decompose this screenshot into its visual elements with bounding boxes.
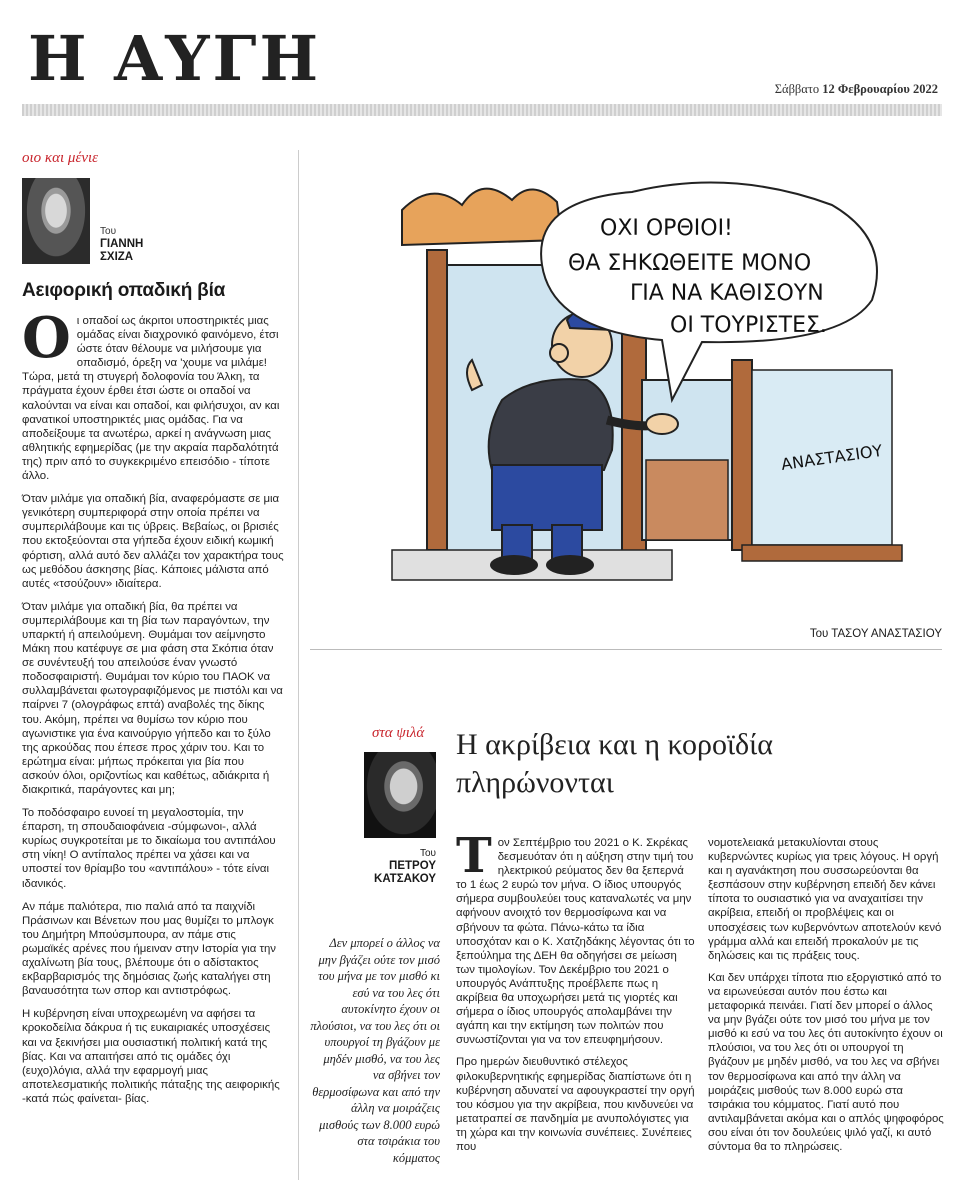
paragraph: Όταν μιλάμε για οπαδική βία, θα πρέπει να συμπεριλάβουμε και τη βία των παραγόντων, την υπαρκτή ή απειλούμενη. Θυμάμαι τον αείμνηστο Μάκη που κατέφυγε σε μια φάση στα Σκόπια όταν σε συνέντευξή του απειλούσε έναν γνωστό ποδοσφαιριστή. Θυμάμαι τον κύριο του ΠΑΟΚ να συλλαμβάνεται φωτογραφιζόμενος με πιστόλι και να παίρνει 7 (ολογράφως επτά) αναβολές της δίκης του. Ακόμη, πρέπει να θυμίσω τον κύριο που αγωνιστικε για ένα καινούργιο γήπεδο και το ξύλο της αρκούδας που έπεσε προς χάριν του. Και το ερώτημα είναι: μήπως πρόκειται για βία που ασκούν όλοι, οριζοντίως και καθέτως, αδιάκριτα ή διακριτικά, παράγοντες και μη; — [22, 600, 283, 796]
speech-line: ΟΙ ΤΟΥΡΙΣΤΕΣ. — [670, 313, 827, 338]
paragraph: Αν πάμε παλιότερα, πιο παλιά από τα παιχνίδι Πράσινων και Βένετων που μας θυμίζει το μπλογκ του Δημήτρη Μπούσμπουρα, αν πάμε στις ρωμαϊκές αρένες που ήμειναν στην Ιστορία για την αχαλίνωτη βία τους, βλέπουμε ότι ο αδίστακτος εκβαρβαρισμός της δημόσιας ζωής καταλήγει στη βαναυσότητα των σπορ και αντιστρόφως. — [22, 900, 276, 998]
cartoon-credit: Του ΤΑΣΟΥ ΑΝΑΣΤΑΣΙΟΥ — [809, 628, 942, 640]
paragraph: Το ποδόσφαιρο ευνοεί τη μεγαλοστομία, την έπαρση, τη σπουδαιοφάνεια -σύμφωνοι-, αλλά κυρίως συγκροτείται με το δικαίωμα του αντιπάλου στη νίκη! Ο αντίπαλος πρέπει να χάσει και να υποστεί τον θρίαμβο του «αντιπάλου» - τότε είναι ιδανικός. — [22, 807, 276, 890]
paragraph: Προ ημερών διευθυντικό στέλεχος φιλοκυβερνητικής εφημερίδας διαπίστωνε ότι η κυβέρνηση αδυνατεί να αφουγκραστεί την οργή του κόσμου για την ακρίβεια, που κινδυνεύει να μετατραπεί σε πανδημία με ανυπολόγιστες για τη χώρα και την κοινωνία συνέπειες. Συνέπειες που — [456, 1056, 695, 1153]
cartoon — [372, 170, 908, 590]
paragraph: Όταν μιλάμε για οπαδική βία, αναφερόμαστε σε μια γενικότερη συμπεριφορά στην οποία πρέπει να συμπεριλάβουμε και τις ύβρεις. Βεβαίως, οι βρισιές που εκτοξεύονται στα γήπεδα έχουν ειδική κωμική φόρτιση, αλλά αυτό δεν αλλάζει τον χαρακτήρα τους ως μεθόδου άσκησης βίας. Κάποιες μάλιστα από αυτές «τσούζουν» ιδιαίτερα. — [22, 493, 284, 590]
author-prefix: Του — [100, 226, 117, 237]
article-headline: Αειφορική οπαδική βία — [22, 280, 226, 301]
author-photo — [364, 752, 436, 838]
author-prefix: Του — [419, 848, 436, 859]
section-divider — [310, 649, 942, 650]
speech-line: ΓΙΑ ΝΑ ΚΑΘΙΣΟΥΝ — [630, 281, 824, 306]
author-box — [22, 150, 284, 268]
section-tag: στα ψιλά — [372, 725, 425, 741]
article-column — [708, 836, 944, 1162]
dropcap: Ο — [22, 305, 71, 371]
article-headline: Η ακρίβεια και η κοροϊδία πληρώνονται — [456, 728, 773, 799]
author-name: ΓΙΑΝΝΗ ΣΧΙΖΑ — [100, 238, 144, 263]
paragraph: νομοτελειακά μετακυλίονται στους κυβερνώντες κυρίως για τρεις λόγους. Η οργή και η αγανάκτηση που συσσωρεύονται θα ξεσπάσουν στην κυβέρνηση επειδή δεν κάνει τίποτα το ουσιαστικό για να αναχαιτίσει την ακρίβεια, επειδή οι προβλέψεις και οι υποσχέσεις των κυβερνόντων αποτελούν κενό γράμμα αλλά και επειδή προκαλούν με τις δηλώσεις και τις πράξεις τους. — [708, 837, 942, 962]
speech-line: ΘΑ ΣΗΚΩΘΕΙΤΕ ΜΟΝΟ — [568, 251, 812, 276]
paragraph: Η κυβέρνηση είναι υποχρεωμένη να αφήσει τα κροκοδείλια δάκρυα ή τις ευκαιριακές υποσχέσεις και να ξεκινήσει μια ουσιαστική πολιτική κατά της βίας. Και να απαιτήσει από τις ομάδες όχι (ευχο)λόγια, αλλά την εφαρμογή μιας αποτελεσματικής πολιτικής πάταξης της αειφορικής -κατά πώς φαίνεται- βίας. — [22, 1008, 280, 1105]
dateline — [775, 82, 938, 97]
article-column — [456, 828, 696, 1162]
pull-quote: Δεν μπορεί ο άλλος να μην βγάζει ούτε τον μισό του μήνα με τον μισθό κι εσύ να του λες ότι αυτοκίνητο έχουν οι πλούσιοι, να του λες ότι οι υπουργοί τη βγάζουν με μηδέν μισθό, να του λες να σβήνει τον θερμοσίφωνα και από την άλλη να μοιράζεις μισθούς των 8.000 ευρώ στα τσιράκια του κόμματος — [310, 936, 440, 1165]
masthead-logo: Η ΑΥΓΗ — [28, 22, 322, 95]
dropcap: Τ — [456, 828, 492, 884]
paragraph: Και δεν υπάρχει τίποτα πιο εξοργιστικό από το να ειρωνεύεσαι αυτόν που έστω και μεταφορικά πεινάει. Γιατί δεν μπορεί ο άλλος να μην βγάζει ούτε τον μισό του μήνα με τον μισθό κι εσύ να του λες ότι αυτοκίνητο έχουν οι πλούσιοι, να του λες ότι οι υπουργοί τη βγάζουν με μηδέν μισθό, να του λες να σβήνει τον θερμοσίφωνα και από την άλλη να μοιράζεις μισθούς των 8.000 ευρώ στα τσιράκια του κόμματος. Γιατί αυτό που αντιλαμβάνεται ακόμα και ο απλός ψηφοφόρος σου είναι ότι τον δουλεύεις ψιλό γαζί, κι αυτό σύντομα θα το πληρώσεις. — [708, 971, 944, 1153]
speech-line: ΟΧΙ ΟΡΘΙΟΙ! — [600, 216, 733, 241]
left-article — [22, 150, 284, 1115]
date-value: 12 Φεβρουαρίου 2022 — [822, 82, 938, 96]
masthead-rule — [22, 104, 942, 116]
author-photo — [22, 178, 90, 264]
paragraph: Τον Σεπτέμβριο του 2021 ο Κ. Σκρέκας δεσμευόταν ότι η αύξηση στην τιμή του ηλεκτρικού ρεύματος δεν θα ξεπερνά το 1 έως 2 ευρώ τον μήνα. Ο ίδιος υπουργός σήμερα συμβουλεύει τους καταναλωτές να μην αφήνουν ανοιχτό τον θερμοσίφωνα και να σβήνουν τα φώτα. Πάνω-κάτω τα ίδια υποσχόταν και ο Κ. Χατζηδάκης λέγοντας ότι το ξεπούλημα της ΔΕΗ θα οδηγήσει σε μείωση των τιμολογίων. Τον Δεκέμβριο του 2021 ο υπουργός Ανάπτυξης προέβλεπε πως η ακρίβεια θα υποχωρήσει μετά τις γιορτές και σήμερα ο ίδιος υπουργός απολαμβάνει την αγάπη και την εκτίμηση των πολιτών που συνωστίζονται για να τον επευφημήσουν. — [456, 828, 695, 1047]
date-day: Σάββατο — [774, 82, 820, 96]
paragraph: Οι οπαδοί ως άκριτοι υποστηρικτές μιας ομάδας είναι διαχρονικό φαινόμενο, έτσι ώστε όταν θέλουμε να μιλήσουμε για οπαδισμό, όρεξη να 'χουμε να μιλάμε! Τώρα, μετά τη στυγερή δολοφονία του Άλκη, τα πράγματα έχουν έρθει έτσι ώστε οι οπαδοί να καλούνται να είναι και οπαδοί, και φιλήσυχοι, αν και φανατικοί υποστηρικτές μιας ομάδας. Για να αποδείξουμε τα ανωτέρω, αρκεί η ανάγνωση μιας αθλητικής εφημερίδας (με την ακραία παρδαλότητά της) πριν από το συγκεκριμένο επεισόδιο - τίποτε άλλο. — [22, 305, 280, 483]
article-body — [22, 305, 284, 1106]
section-tag: οιο και μένιε — [22, 150, 99, 166]
column-divider — [298, 150, 299, 1180]
author-name: ΠΕΤΡΟΥ ΚΑΤΣΑΚΟΥ — [374, 860, 436, 885]
cartoon-signature: ΑΝΑΣΤΑΣΙΟΥ — [779, 440, 884, 474]
